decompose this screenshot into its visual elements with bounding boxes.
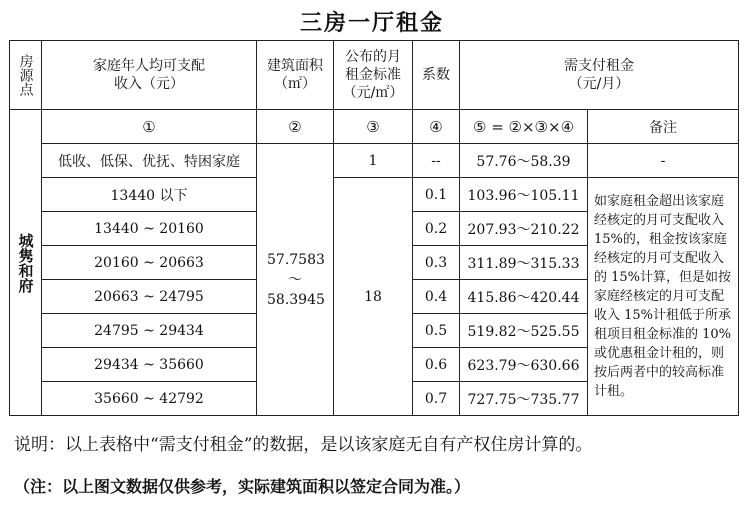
header-rent-standard: 公布的月租金标准（元/㎡） [334, 41, 413, 110]
explanation-note: 说明：以上表格中“需支付租金”的数据，是以该家庭无自有产权住房计算的。 [14, 435, 593, 455]
header-income: 家庭年人均可支配收入（元） [42, 41, 257, 110]
coefficient-cell: 0.3 [413, 246, 460, 280]
rent-standard-cell: 1 [334, 144, 413, 178]
rent-cell: 519.82～525.55 [460, 314, 588, 348]
rent-standard-cell: 18 [334, 178, 413, 416]
rent-cell: 727.75～735.77 [460, 382, 588, 416]
index-cell: ② [257, 110, 334, 144]
income-cell: 29434 ~ 35660 [42, 348, 257, 382]
page-title: 三房一厅租金 [299, 11, 444, 36]
income-cell: 20160 ~ 20663 [42, 246, 257, 280]
index-row [10, 110, 739, 144]
index-cell: 备注 [588, 110, 739, 144]
income-cell: 13440 以下 [42, 178, 257, 212]
income-cell: 低收、低保、优抚、特困家庭 [42, 144, 257, 178]
header-location: 房源点 [10, 41, 42, 110]
rent-cell: 103.96～105.11 [460, 178, 588, 212]
remark-main: 如家庭租金超出该家庭经核定的月可支配收入 15%的，租金按该家庭经核定的月可支配收入的 15%计算，但是如按家庭经核定的月可支配收入 15%计租低于所承租项目租金标准的 10%或优惠租金计租的，则按后两者中的较高标准计租。 [588, 178, 739, 416]
coefficient-cell: 0.4 [413, 280, 460, 314]
coefficient-cell: -- [413, 144, 460, 178]
rent-cell: 57.76～58.39 [460, 144, 588, 178]
rent-table [9, 40, 739, 416]
income-cell: 35660 ~ 42792 [42, 382, 257, 416]
table-row [10, 178, 739, 212]
income-cell: 24795 ~ 29434 [42, 314, 257, 348]
rent-cell: 415.86～420.44 [460, 280, 588, 314]
header-area: 建筑面积（㎡） [257, 41, 334, 110]
rent-cell: 311.89～315.33 [460, 246, 588, 280]
header-coefficient: 系数 [413, 41, 460, 110]
income-cell: 13440 ~ 20160 [42, 212, 257, 246]
disclaimer-note: （注：以上图文数据仅供参考，实际建筑面积以签定合同为准。） [14, 477, 471, 496]
index-cell: ⑤ = ②×③×④ [460, 110, 588, 144]
index-cell: ① [42, 110, 257, 144]
rent-cell: 623.79～630.66 [460, 348, 588, 382]
income-cell: 20663 ~ 24795 [42, 280, 257, 314]
coefficient-cell: 0.7 [413, 382, 460, 416]
remark-cell: - [588, 144, 739, 178]
area-cell: 57.7583 ～ 58.3945 [257, 144, 334, 416]
coefficient-cell: 0.6 [413, 348, 460, 382]
table-row [10, 144, 739, 178]
index-cell: ④ [413, 110, 460, 144]
coefficient-cell: 0.5 [413, 314, 460, 348]
coefficient-cell: 0.2 [413, 212, 460, 246]
header-rent-payable: 需支付租金（元/月） [460, 41, 739, 110]
header-row [10, 41, 739, 110]
index-cell: ③ [334, 110, 413, 144]
rent-cell: 207.93～210.22 [460, 212, 588, 246]
coefficient-cell: 0.1 [413, 178, 460, 212]
location-cell: 城隽和府 [10, 110, 42, 416]
